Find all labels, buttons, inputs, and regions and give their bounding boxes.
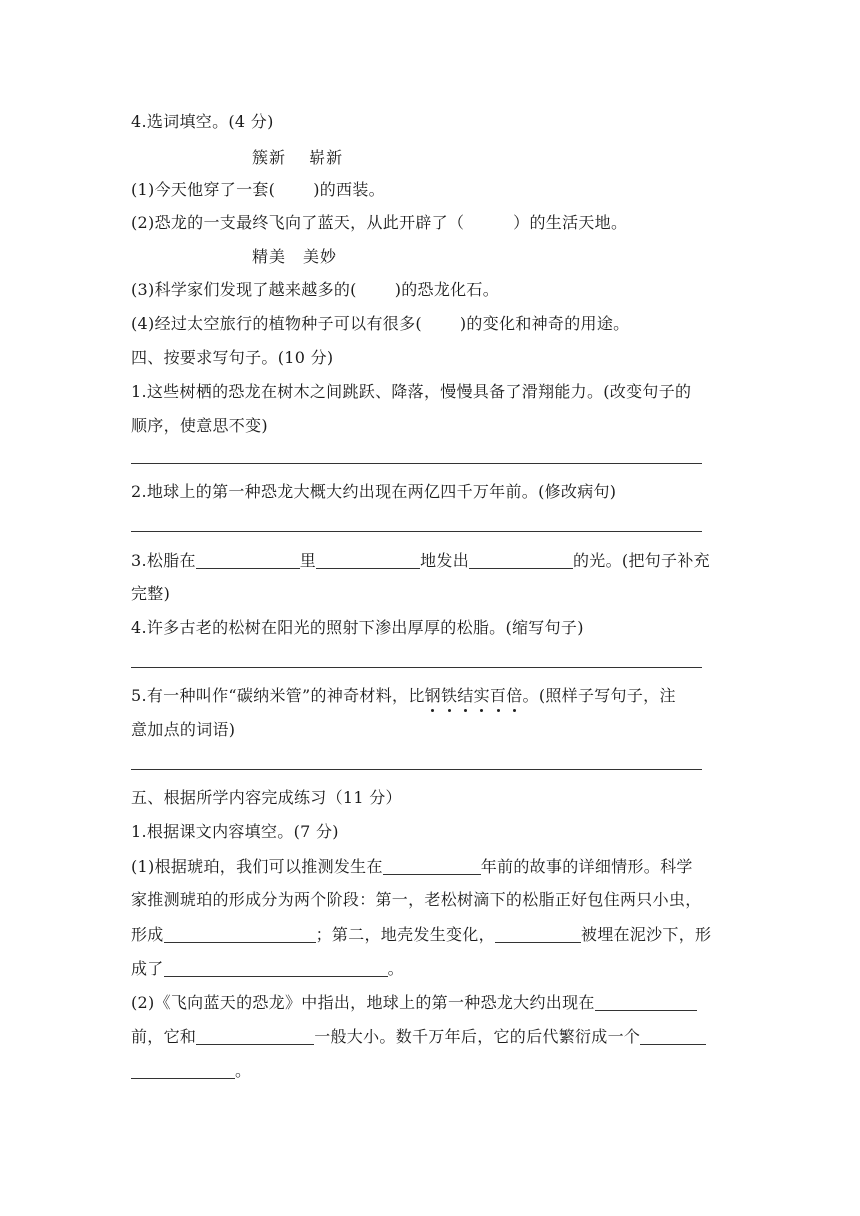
fill-blank[interactable]: [196, 550, 300, 569]
sec5-q1: 1.根据课文内容填空。(7 分): [131, 822, 339, 841]
text-segment: 前，它和: [131, 1027, 197, 1046]
dotted-char: 百: [489, 686, 507, 705]
text-segment: 一般大小。数千万年后，它的后代繁衍成一个: [314, 1027, 641, 1046]
dotted-char: 铁: [440, 686, 458, 705]
fill-blank[interactable]: [383, 856, 481, 875]
sec5-p2-line2: [131, 1026, 731, 1047]
text-segment: 成了: [131, 959, 164, 978]
q4-sentence-4: (4)经过太空旅行的植物种子可以有很多( )的变化和神奇的用途。: [131, 314, 630, 333]
fill-blank[interactable]: [595, 992, 697, 1011]
answer-line[interactable]: [131, 463, 702, 464]
q4-sentence-2: (2)恐龙的一支最终飞向了蓝天，从此开辟了（ ）的生活天地。: [131, 213, 628, 232]
text-segment: (2)《飞向蓝天的恐龙》中指出，地球上的第一种恐龙大约出现在: [131, 993, 595, 1012]
q4-sentence-1: (1)今天他穿了一套( )的西装。: [131, 180, 385, 199]
sec5-p1-line1: [131, 856, 731, 877]
fill-blank[interactable]: [316, 550, 420, 569]
text-segment: 。(照样子写句子，注: [522, 686, 676, 705]
word-choices-2: 精美 美妙: [252, 247, 338, 266]
text-segment: 里: [299, 551, 317, 570]
q4-sentence-3: (3)科学家们发现了越来越多的( )的恐龙化石。: [131, 280, 500, 299]
text-segment: 的光。(把句子补充: [573, 551, 710, 570]
sec5-p2-line1: [131, 992, 731, 1013]
fill-blank[interactable]: [640, 1026, 706, 1045]
fill-blank[interactable]: [196, 1026, 314, 1045]
text-segment: 3.松脂在: [131, 551, 196, 570]
text-segment: 地发出: [420, 551, 469, 570]
text-segment: 形成: [131, 925, 164, 944]
sec5-p1-line4: [131, 958, 731, 979]
dotted-char: 钢: [424, 686, 441, 705]
sec5-p2-line3: [131, 1060, 731, 1081]
text-segment: 被埋在泥沙下，形: [580, 925, 712, 944]
dotted-char: 实: [473, 686, 490, 705]
fill-blank[interactable]: [164, 924, 316, 943]
sec4-q1-line1: 1.这些树栖的恐龙在树木之间跳跃、降落，慢慢具备了滑翔能力。(改变句子的: [131, 382, 692, 401]
sec4-q5-line1: [131, 686, 731, 706]
fill-blank[interactable]: [495, 924, 581, 943]
text-segment: (1)根据琥珀，我们可以推测发生在: [131, 857, 383, 876]
text-segment: 年前的故事的详细情形。科学: [480, 857, 693, 876]
sec4-q1-line2: 顺序，使意思不变): [131, 416, 268, 435]
sec5-p1-line3: [131, 924, 731, 945]
answer-line[interactable]: [131, 667, 702, 668]
sec4-q2: 2.地球上的第一种恐龙大概大约出现在两亿四千万年前。(修改病句): [131, 482, 617, 501]
section-5-title: 五、根据所学内容完成练习（11 分）: [131, 788, 402, 807]
answer-line[interactable]: [131, 769, 702, 770]
sec5-p1-line2: 家推测琥珀的形成分为两个阶段：第一，老松树滴下的松脂正好包住两只小虫，: [131, 890, 702, 909]
fill-blank[interactable]: [469, 550, 573, 569]
period: 。: [235, 1061, 252, 1080]
fill-blank[interactable]: [164, 958, 388, 977]
dotted-char: 倍: [506, 686, 523, 705]
text-segment: ；第二，地壳发生变化，: [315, 925, 495, 944]
text-segment: 。: [387, 959, 404, 978]
sec4-q4: 4.许多古老的松树在阳光的照射下渗出厚厚的松脂。(缩写句子): [131, 618, 584, 637]
answer-line[interactable]: [131, 531, 702, 532]
section-4-title: 四、按要求写句子。(10 分): [131, 348, 334, 367]
fill-blank[interactable]: [131, 1060, 235, 1079]
word-choices-1: 簇新 崭新: [252, 148, 344, 167]
sec4-q3-line1: [131, 550, 731, 571]
sec4-q5-line2: 意加点的词语): [131, 720, 236, 739]
sec4-q3-line2: 完整): [131, 584, 171, 603]
q4-title: 4.选词填空。(4 分): [131, 112, 274, 131]
dotted-char: 结: [457, 686, 474, 705]
text-segment: 5.有一种叫作“碳纳米管”的神奇材料，比: [131, 686, 425, 705]
